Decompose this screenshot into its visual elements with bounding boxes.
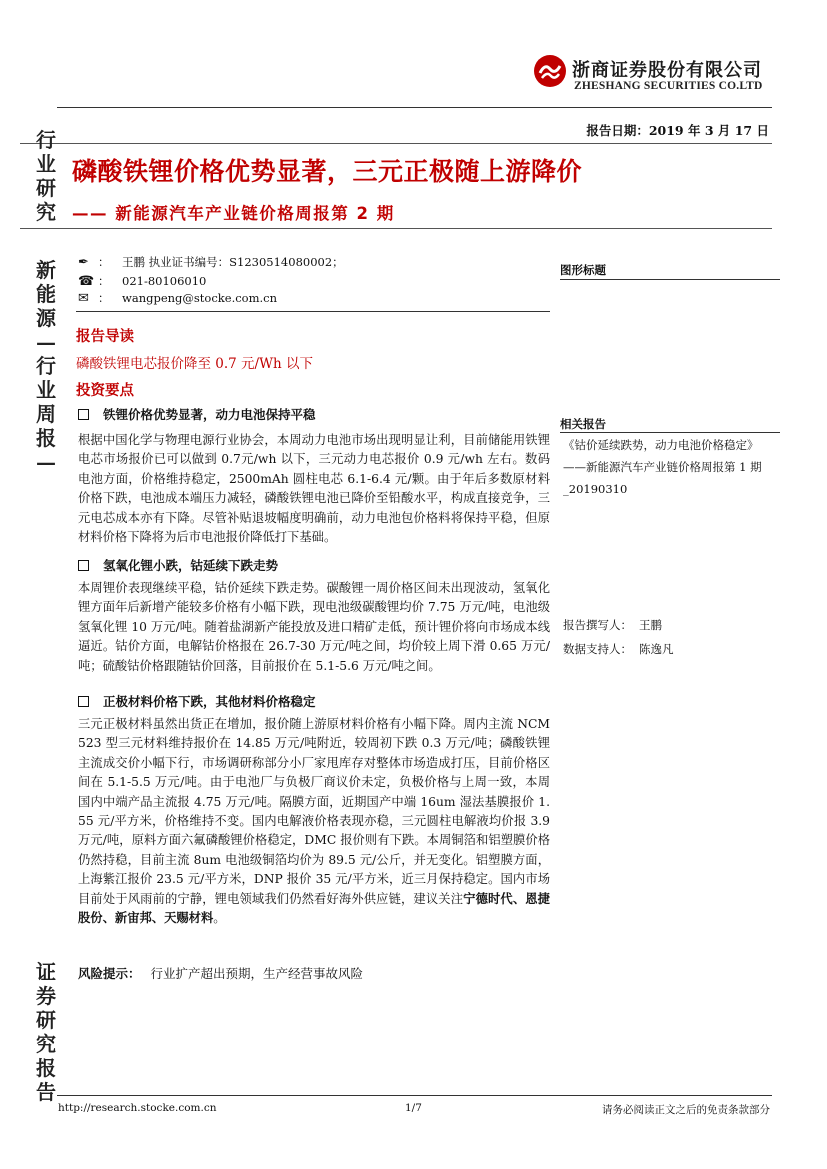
related-reports-heading: 相关报告 — [560, 417, 606, 431]
company-name-en: ZHESHANG SECURITIES CO.LTD — [574, 80, 763, 92]
checkbox-icon — [78, 696, 89, 707]
company-logo-icon — [533, 54, 567, 88]
section-2-title: 氢氧化锂小跌，钴延续下跌走势 — [78, 556, 278, 574]
analyst-rule — [76, 311, 550, 312]
analyst-email-link[interactable]: wangpeng@stocke.com.cn — [122, 291, 277, 305]
title-rule — [20, 228, 772, 229]
checkbox-icon — [78, 560, 89, 571]
report-type-label: 证 券 研 究 报 告 — [36, 960, 56, 1104]
recommended-stocks: 宁德时代、恩捷股份、新宙邦、天赐材料 — [78, 891, 550, 926]
date-rule — [20, 143, 772, 144]
category-label: 行 业 研 究 — [36, 128, 56, 224]
section-2-body: 本周锂价表现继续平稳，钴价延续下跌走势。碳酸锂一周价格区间未出现波动，氢氧化锂方面年后新增产能较多价格有小幅下跌，现电池级碳酸锂均价 7.75 万元/吨，电池级氢氧化锂 10 万元/吨。随着盐湖新产能投放及进口精矿走低，预计锂价将向市场成本线逼近。钴价方面，电解钴价格报在 26.7-30 万元/吨之间，均价较上周下滑 0.65 万元/吨；硫酸钴价格跟随钴价回落，目前报价在 5.1-5.6 万元/吨之间。 — [78, 581, 550, 673]
pen-icon: ✒ — [78, 255, 89, 270]
section-3-title: 正极材料价格下跌，其他材料价格稳定 — [78, 692, 316, 710]
section-3-body: 三元正极材料虽然出货正在增加，报价随上游原材料价格有小幅下降。周内主流 NCM523 型三元材料维持报价在 14.85 万元/吨附近，较周初下跌 0.3 万元/吨；磷酸铁锂主流成交价小幅下行，市场调研称部分小厂家甩库存对整体市场造成打压，目前价格区间在 5.1-5.5 万元/吨。由于电池厂与负极厂商议价未定，负极价格与上周一致，本周国内中端产品主流报 4.75 万元/吨。隔膜方面，近期国产中端 16um 湿法基膜报价 1.55 元/平方米，价格维持不变。国内电解液价格表现亦稳，三元圆柱电解液均价报 3.9 万元/吨，原料方面六氟磷酸锂价格稳定，DMC 报价则有下跌。本周铜箔和铝塑膜价格仍然持稳，目前主流 8um 电池级铜箔均价为 89.5 元/公斤，并无变化。铝塑膜方面，上海紫江报价 23.5 元/平方米，DNP 报价 35 元/平方米，近三月保持稳定。国内市场目前处于风雨前的宁静，锂电领域我们仍然看好海外供应链，建议关注宁德时代、恩捷股份、新宙邦、天赐材料。 — [78, 717, 550, 926]
checkbox-icon — [78, 409, 89, 420]
page-number: 1/7 — [405, 1102, 422, 1114]
footer-disclaimer: 请务必阅读正文之后的免责条款部分 — [602, 1104, 770, 1116]
report-subtitle: —— 新能源汽车产业链价格周报第 2 期 — [72, 204, 395, 223]
chart-rule — [560, 279, 780, 280]
phone-icon: ☎ — [78, 274, 95, 289]
risk-warning: 风险提示： 行业扩产超出预期，生产经营事故风险 — [78, 966, 364, 981]
intro-text: 磷酸铁锂电芯报价降至 0.7 元/Wh 以下 — [76, 356, 313, 372]
company-name-cn: 浙商证券股份有限公司 — [572, 60, 762, 81]
analyst-email-row: ✉ ： wangpeng@stocke.com.cn — [78, 291, 277, 306]
header-rule — [57, 107, 772, 108]
report-date: 报告日期：2019 年 3 月 17 日 — [586, 123, 769, 138]
section-1-title: 铁锂价格优势显著，动力电池保持平稳 — [78, 405, 316, 423]
report-title: 磷酸铁锂价格优势显著，三元正极随上游降价 — [72, 157, 583, 186]
footer-url-link[interactable]: http://research.stocke.com.cn — [58, 1102, 217, 1114]
footer-rule — [57, 1095, 772, 1096]
email-icon: ✉ — [78, 291, 89, 306]
related-report-link[interactable]: 《钴价延续跌势，动力电池价格稳定》——新能源汽车产业链价格周报第 1 期_20190310 — [563, 438, 762, 496]
industry-label: 新 能 源 — 行 业 周 报 — — [36, 258, 56, 474]
related-rule — [560, 432, 780, 433]
key-points-heading: 投资要点 — [76, 383, 134, 399]
section-1-body: 根据中国化学与物理电源行业协会，本周动力电池市场出现明显让利，目前储能用铁锂电芯市场报价已可以做到 0.7元/wh 以下，三元动力电芯报价 0.9 元/wh 左右。数码电池方面，价格维持稳定，2500mAh 圆柱电芯 6.1-6.4 元/颗。由于年后多数原材料价格下跌，电池成本端压力减轻，磷酸铁锂电池已降价至铅酸水平，构成直接竞争，三元电芯成本亦有下降。尽管补贴退坡幅度明确前，动力电池包价格料将保持平稳，但原材料价格下降将为后市电池报价降低打下基础。 — [78, 433, 550, 545]
chart-heading: 图形标题 — [560, 263, 606, 277]
author-row: 报告撰写人： 王鹏 — [563, 618, 662, 632]
analyst-name-row: ✒ ： 王鹏 执业证书编号：S1230514080002； — [78, 255, 344, 270]
support-row: 数据支持人： 陈逸凡 — [563, 642, 674, 656]
analyst-phone-row: ☎ ： 021-80106010 — [78, 274, 207, 289]
intro-heading: 报告导读 — [76, 329, 134, 345]
